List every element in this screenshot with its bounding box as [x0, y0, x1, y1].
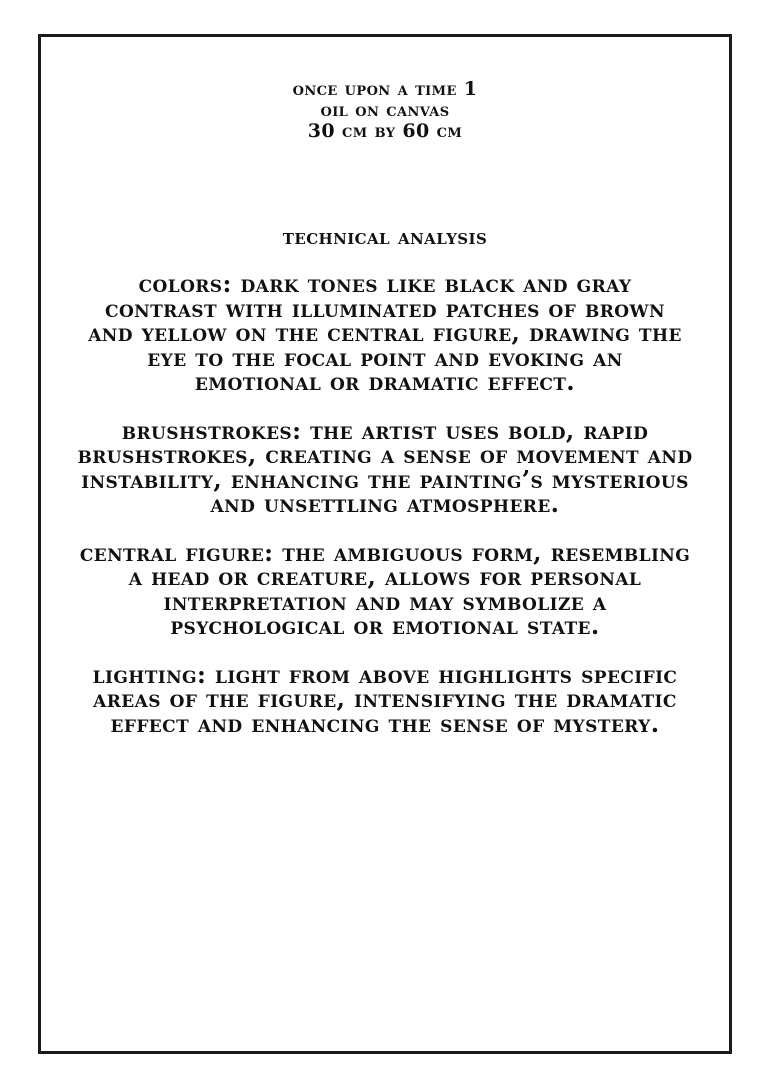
spacer [63, 395, 707, 419]
artwork-medium: oil on canvas [320, 99, 450, 121]
artwork-title: once upon a time 1 [292, 78, 478, 100]
spacer [63, 639, 707, 663]
paragraph-colors: colors: dark tones like black and gray contrast with illuminated patches of brown and yellow on the central figure, drawing the eye to the focal point and evoking an emotional or dramatic effect. [88, 269, 682, 396]
spacer [63, 517, 707, 541]
paragraph-central-figure: central figure: the ambiguous form, resembling a head or creature, allows for personal interpretation and may symbolize a psychological or emotional state. [79, 537, 691, 640]
artwork-dimensions: 30 cm by 60 cm [307, 120, 463, 142]
paragraph-lighting: lighting: light from above highlights specific areas of the figure, intensifying the dramatic effect and enhancing the sense of mystery. [92, 659, 678, 738]
paragraph-brushstrokes: brushstrokes: the artist uses bold, rapid brushstrokes, creating a sense of movement and instability, enhancing the painting’s mysterious and unsettling atmosphere. [77, 415, 693, 518]
spacer [63, 142, 707, 224]
document-content [41, 79, 729, 736]
section-title: technical analysis [282, 224, 488, 250]
document-frame [38, 34, 732, 1054]
